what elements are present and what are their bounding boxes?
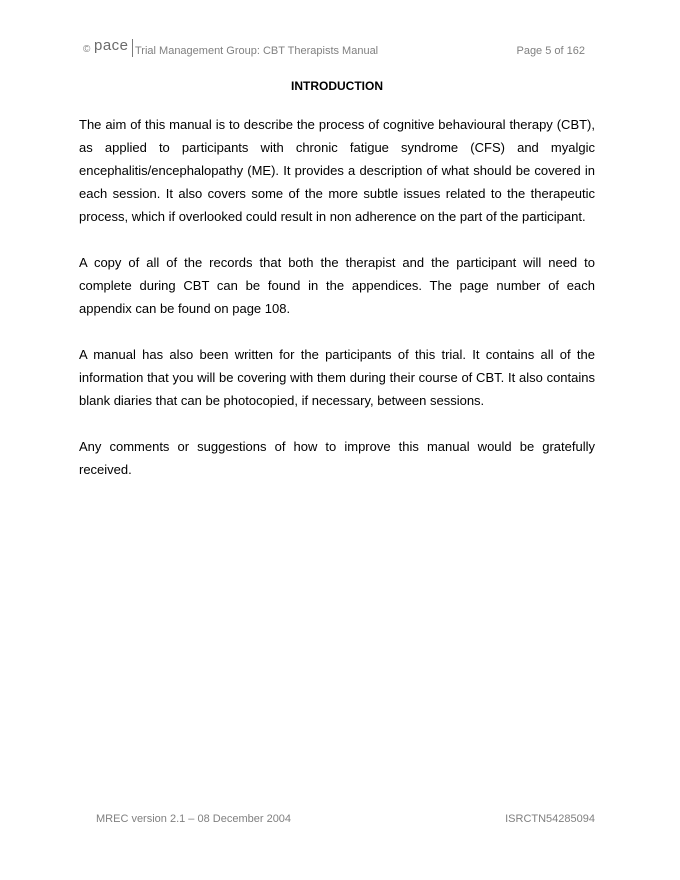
page-number: Page 5 of 162	[516, 45, 585, 57]
section-heading: INTRODUCTION	[291, 79, 383, 93]
footer-version: MREC version 2.1 – 08 December 2004	[96, 813, 292, 825]
footer-registration: ISRCTN54285094	[505, 813, 595, 825]
logo-divider	[132, 39, 133, 57]
paragraph: The aim of this manual is to describe the process of cognitive behavioural therapy (CBT), as applied to participants with chronic fatigue syndrome (CFS) and myalgic encephalitis/encephalopathy (ME). It provides a description of what should be covered in each session. It also covers some of the more subtle issues related to the therapeutic process, which if overlooked could result in non adherence on the part of the participant.	[79, 117, 595, 224]
pace-logo: pace	[94, 37, 129, 54]
paragraph: A copy of all of the records that both the therapist and the participant will need to complete during CBT can be found in the appendices. The page number of each appendix can be found on page 108.	[79, 255, 595, 316]
body-text	[79, 113, 595, 504]
paragraph: Any comments or suggestions of how to improve this manual would be gratefully received.	[79, 439, 595, 477]
manual-title: Trial Management Group: CBT Therapists Manual	[135, 45, 379, 57]
copyright-symbol: ©	[83, 44, 91, 55]
paragraph: A manual has also been written for the participants of this trial. It contains all of the information that you will be covering with them during their course of CBT. It also contains blank diaries that can be photocopied, if necessary, between sessions.	[79, 347, 595, 408]
page-header	[83, 38, 585, 62]
